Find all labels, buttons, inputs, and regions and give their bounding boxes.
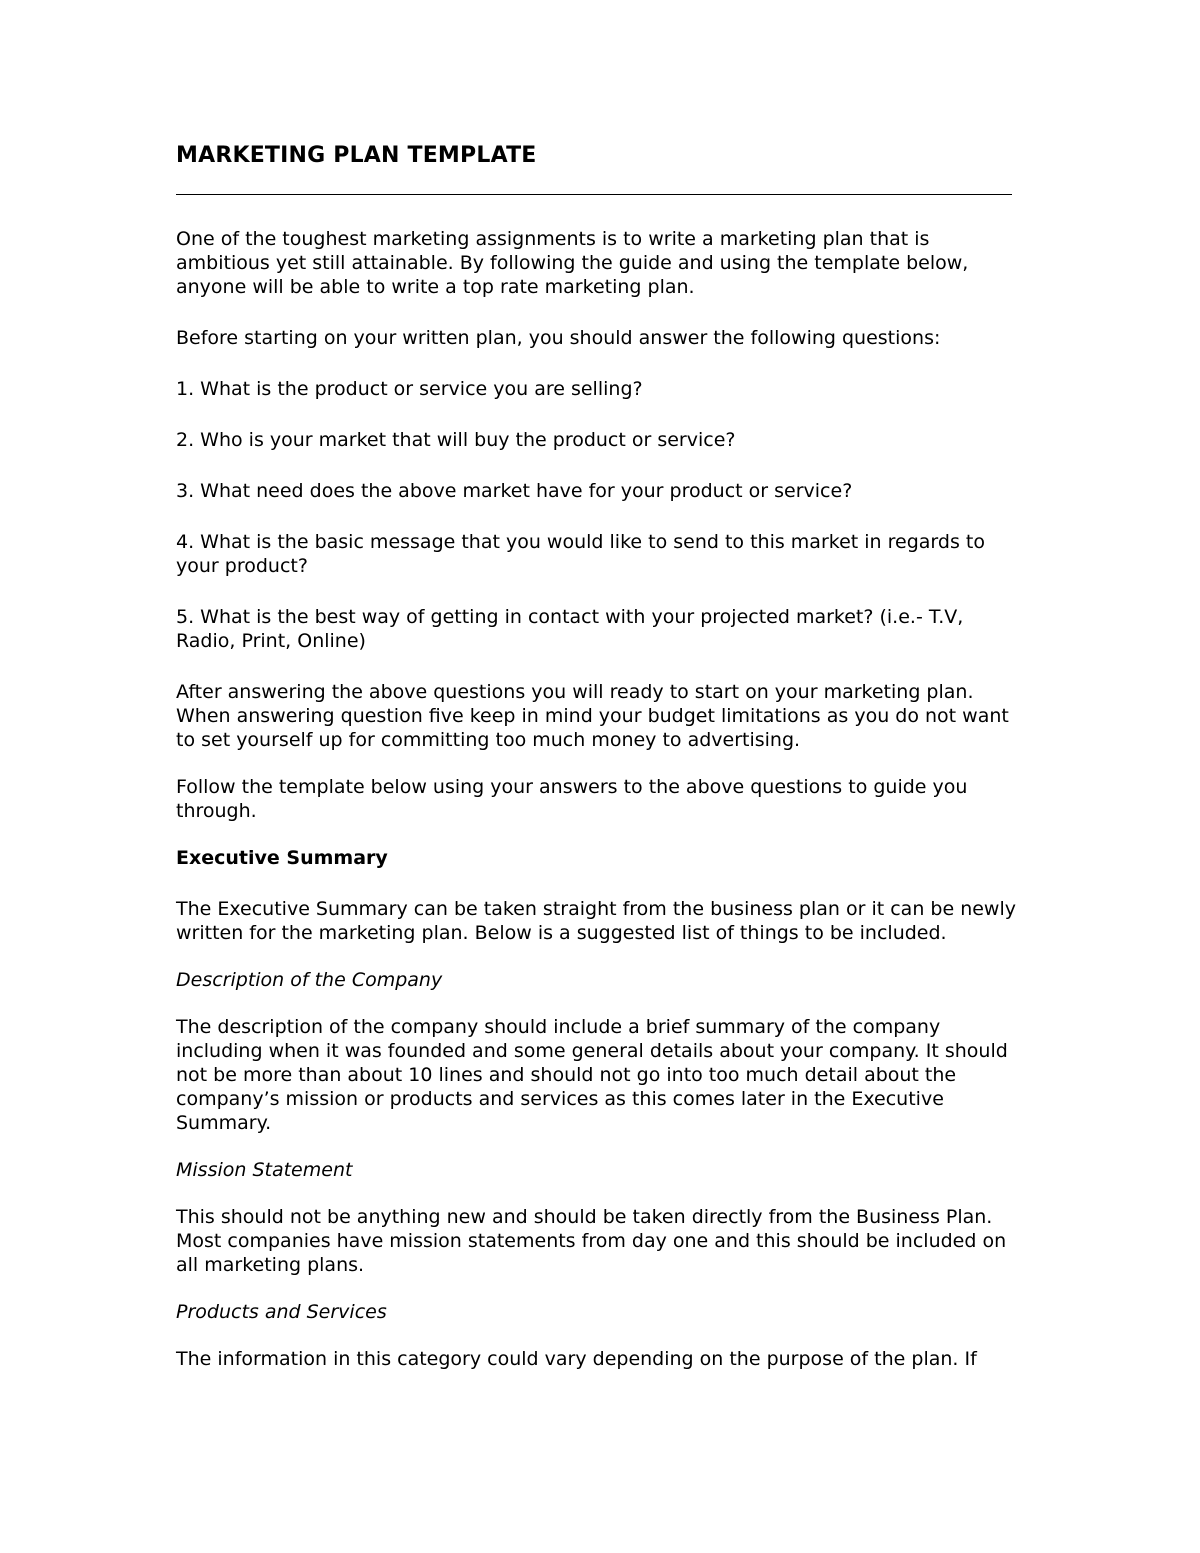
document-title: MARKETING PLAN TEMPLATE [176, 143, 537, 168]
follow-template-paragraph: Follow the template below using your answers to the above questions to guide you through. [176, 776, 968, 822]
after-questions-paragraph: After answering the above questions you will ready to start on your marketing plan. When answering question five keep in mind your budget limitations as you do not want to set yourself up for committing too much money to advertising. [176, 681, 1009, 751]
document-page [176, 141, 1026, 1371]
question-item: 5. What is the best way of getting in contact with your projected market? (i.e.- T.V, Radio, Print, Online) [176, 606, 964, 652]
products-services-heading: Products and Services [176, 1301, 387, 1323]
products-services-text: The information in this category could vary depending on the purpose of the plan. If [176, 1348, 977, 1370]
questions-lead: Before starting on your written plan, you should answer the following questions: [176, 327, 941, 349]
question-item: 1. What is the product or service you are selling? [176, 378, 643, 400]
mission-statement-heading: Mission Statement [176, 1159, 353, 1181]
company-description-text: The description of the company should include a brief summary of the company including when it was founded and some general details about your company. It should not be more than about 10 lines and should not go into too much detail about the company’s mission or products and services as this comes later in the Executive Summary. [176, 1016, 1008, 1134]
executive-summary-heading: Executive Summary [176, 847, 388, 869]
question-item: 3. What need does the above market have for your product or service? [176, 480, 853, 502]
mission-statement-text: This should not be anything new and should be taken directly from the Business Plan. Most companies have mission statements from day one and this should be included on all marketing plans. [176, 1206, 1007, 1276]
question-item: 2. Who is your market that will buy the product or service? [176, 429, 736, 451]
executive-summary-text: The Executive Summary can be taken straight from the business plan or it can be newly written for the marketing plan. Below is a suggested list of things to be included. [176, 898, 1016, 944]
question-item: 4. What is the basic message that you would like to send to this market in regards to your product? [176, 531, 985, 577]
company-description-heading: Description of the Company [176, 969, 443, 991]
title-underline [176, 194, 1012, 195]
intro-paragraph: One of the toughest marketing assignments is to write a marketing plan that is ambitious yet still attainable. By following the guide and using the template below, anyone will be able to write a top rate marketing plan. [176, 228, 969, 298]
